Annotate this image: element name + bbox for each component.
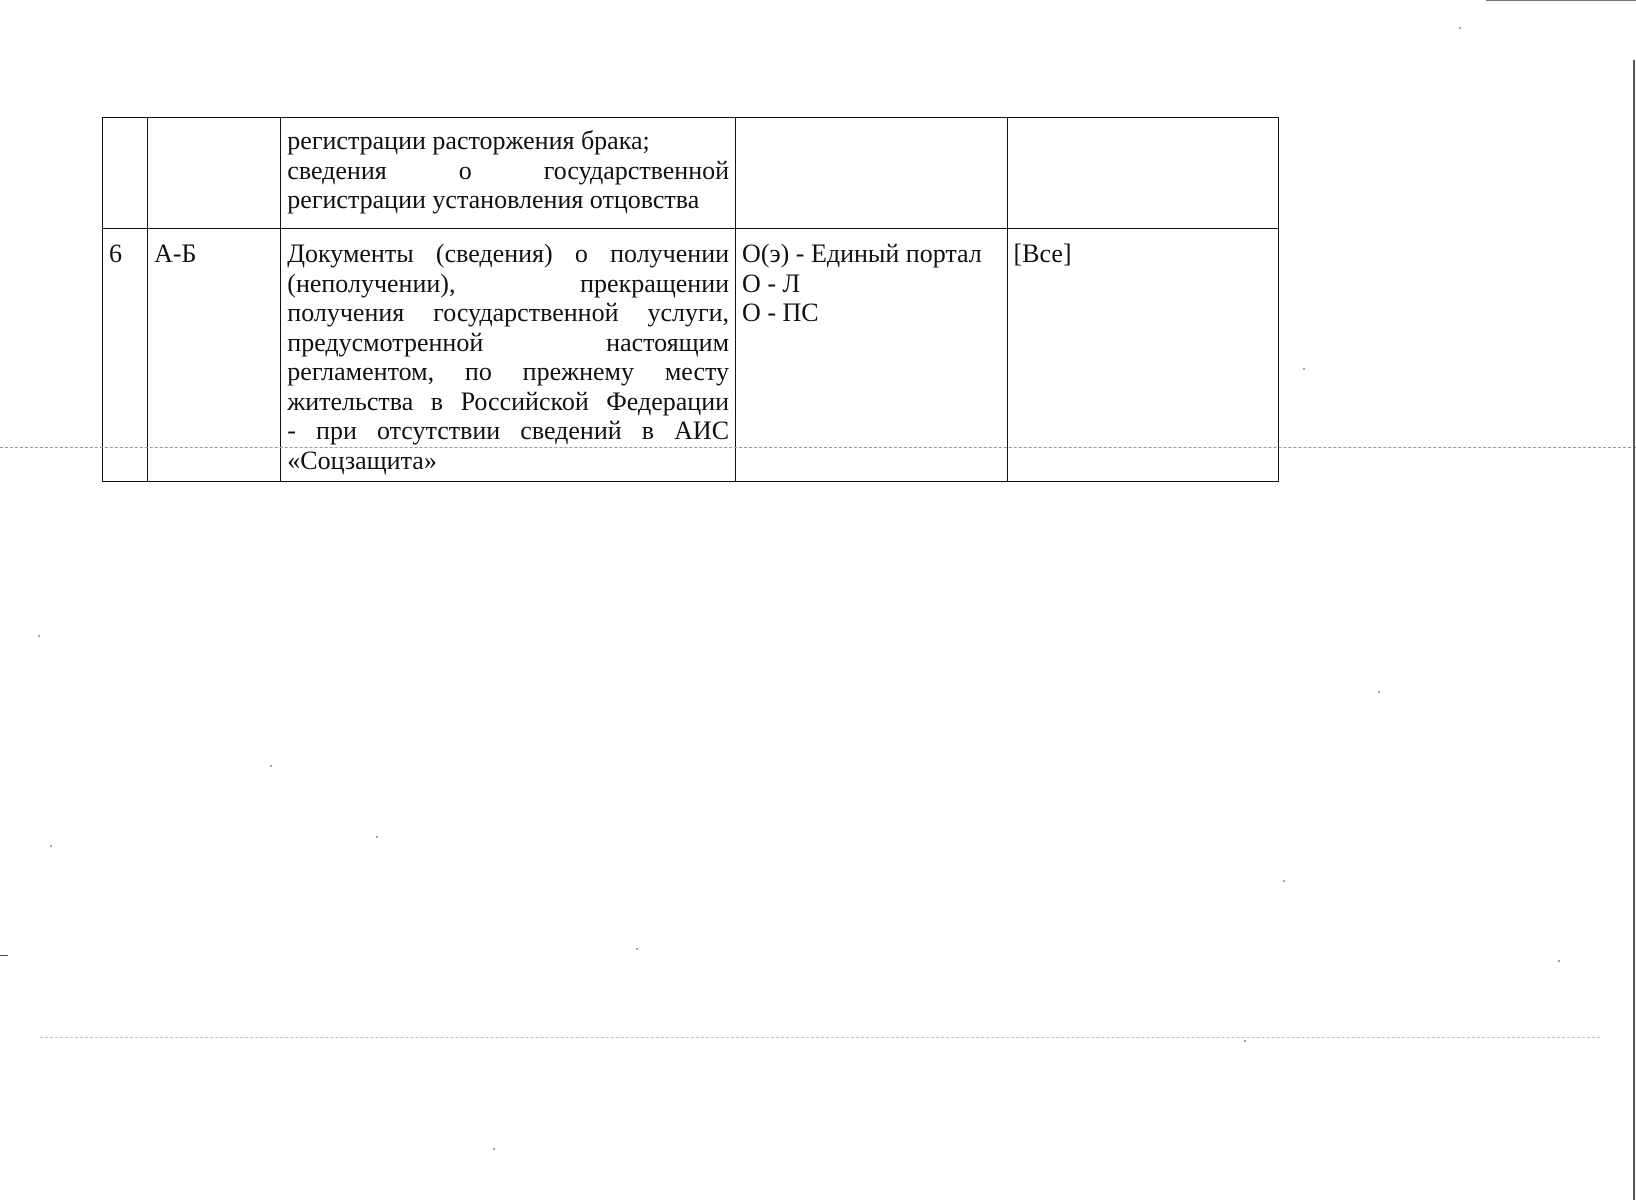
scan-speck	[376, 836, 378, 838]
source-line: О - Л	[742, 268, 801, 298]
row-category: [Все]	[1013, 239, 1072, 268]
scan-speck	[1558, 960, 1560, 962]
scan-edge-mark	[1486, 0, 1636, 1]
row-number-cell	[103, 118, 148, 229]
scan-artifact-line	[0, 447, 1636, 448]
row-description-cell	[281, 118, 736, 229]
row-description-cell	[281, 229, 736, 482]
row-number-cell	[103, 229, 148, 482]
description-line: регистрации установления отцовства	[287, 185, 700, 214]
row-code: А-Б	[154, 239, 197, 268]
scan-speck	[270, 765, 272, 767]
scan-speck	[38, 635, 40, 637]
description-line: сведения о государственной	[287, 155, 730, 185]
row-source-cell	[736, 229, 1007, 482]
description-line: получения государственной услуги,	[287, 298, 730, 327]
scan-speck	[50, 845, 52, 847]
row-category-cell	[1007, 229, 1279, 482]
table-row	[103, 118, 1279, 229]
row-code-cell	[148, 229, 281, 482]
scan-edge-mark	[1633, 60, 1635, 1200]
documents-table	[102, 117, 1279, 482]
description-line: регистрации расторжения брака;	[287, 126, 650, 155]
scan-speck	[1283, 880, 1285, 882]
scan-speck	[1459, 27, 1461, 29]
scan-artifact-line	[40, 1037, 1600, 1038]
description-line: предусмотренной настоящим	[287, 327, 730, 357]
source-line: О - ПС	[742, 298, 819, 327]
description-line: Документы (сведения) о получении	[287, 239, 730, 268]
row-source-cell	[736, 118, 1007, 229]
description-line: регламентом, по прежнему месту	[287, 357, 730, 386]
row-code-cell	[148, 118, 281, 229]
table-row	[103, 229, 1279, 482]
scan-edge-mark	[0, 955, 8, 956]
description-line: (неполучении), прекращении	[287, 268, 730, 298]
scan-speck	[1378, 691, 1380, 693]
scan-speck	[1244, 1040, 1246, 1042]
description-line: - при отсутствии сведений в АИС	[287, 416, 730, 445]
scan-speck	[636, 948, 638, 950]
source-line: О(э) - Единый портал	[742, 239, 982, 268]
row-category-cell	[1007, 118, 1279, 229]
row-number: 6	[109, 239, 122, 268]
scan-speck	[1303, 368, 1305, 370]
description-line: «Соцзащита»	[287, 445, 437, 475]
description-line: жительства в Российской Федерации	[287, 386, 730, 416]
scan-speck	[493, 1148, 495, 1150]
